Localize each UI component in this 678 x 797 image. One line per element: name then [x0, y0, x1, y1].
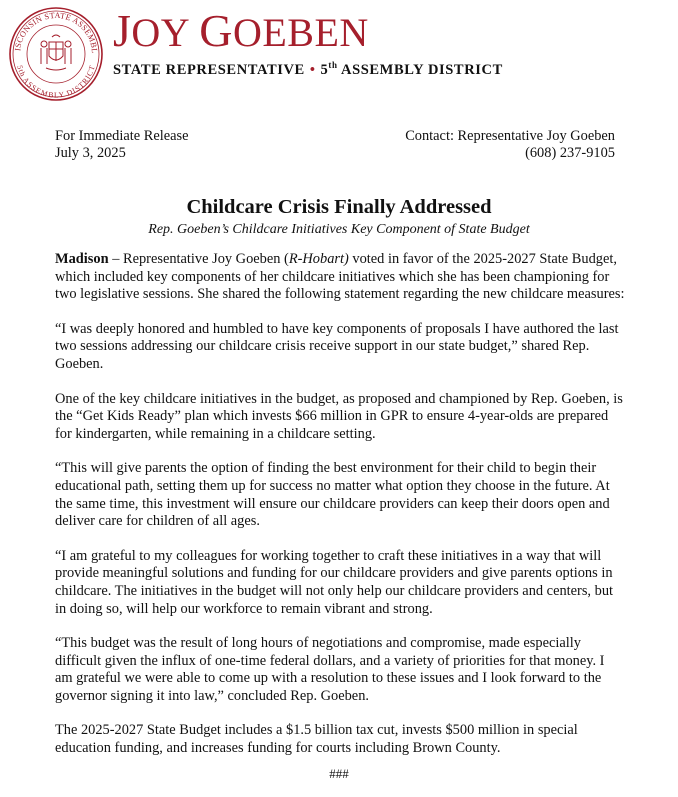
paragraph-budget-summary: The 2025-2027 State Budget includes a $1.5 billion tax cut, invests $500 million in special education funding, and increases funding for courts including Brown County.: [55, 722, 578, 757]
paragraph-quote-4: “This budget was the result of long hours of negotiations and compromise, made especially difficult given the influx of one-time federal dollars, and a variety of priorities for that money. I am grateful we were able to come up with a resolution to these issues and I look forward to the governor signing it into law,” concluded Rep. Goeben.: [55, 635, 605, 704]
masthead-subtitle: [113, 60, 503, 79]
paragraph-quote-1: “I was deeply honored and humbled to have key components of proposals I have authored the last two sessions addressing our childcare crisis receive support in our state budget,” shared Rep. Goeben.: [55, 320, 619, 372]
separator-dot: •: [309, 61, 316, 78]
end-mark: ###: [329, 766, 349, 781]
contact-phone: (608) 237-9105: [525, 145, 615, 161]
intro-text-a: – Representative Joy Goeben (: [108, 251, 289, 267]
release-info: [55, 128, 188, 162]
dateline: Madison: [55, 251, 109, 267]
district-number: 5: [320, 61, 329, 78]
district-label: ASSEMBLY DISTRICT: [341, 61, 503, 78]
svg-text:WISCONSIN STATE ASSEMBLY: ISCONSIN STATE ASSEMBL: [13, 10, 100, 54]
paragraph-quote-2: “This will give parents the option of finding the best environment for their child to begin their educational path, setting them up for success no matter what option they choose in the future. At the same time, this investment will ensure our childcare providers can keep their doors open and deliver care for children of all ages.: [55, 460, 610, 530]
rep-title: STATE REPRESENTATIVE: [113, 61, 305, 78]
release-label: For Immediate Release: [55, 128, 189, 144]
svg-text:5th ASSEMBLY DISTRICT: 5th ASSEMBLY DISTRICT: [15, 64, 97, 100]
party-affiliation: R-Hobart): [288, 251, 349, 267]
name-last: GOEBEN: [199, 5, 369, 56]
paragraph-get-kids-ready: One of the key childcare initiatives in the budget, as proposed and championed by Rep. Goeben, is the “Get Kids Ready” plan which invests $66 million in GPR to ensure 4-year-olds are prepared for kindergarten, while remaining in a childcare setting.: [55, 390, 623, 442]
paragraph-intro: [55, 251, 625, 304]
assembly-seal-logo: [8, 6, 104, 102]
contact-name: Contact: Representative Joy Goeben: [405, 128, 615, 144]
subheadline: Rep. Goeben’s Childcare Initiatives Key Component of State Budget: [148, 222, 530, 237]
representative-name: [113, 5, 503, 56]
press-release-body: [55, 251, 625, 775]
headline: Childcare Crisis Finally Addressed: [186, 196, 492, 218]
paragraph-quote-3: “I am grateful to my colleagues for working together to craft these initiatives in a way that will provide meaningful solutions and funding for our childcare providers and give parents options in childcare. The initiatives in the budget will not only help our childcare providers and centers, but in doing so, will help our workforce to remain vibrant and strong.: [55, 547, 614, 617]
contact-info: [405, 128, 615, 162]
release-date: July 3, 2025: [55, 145, 126, 161]
name-first: JOY: [113, 5, 189, 56]
district-ordinal: th: [328, 60, 338, 70]
intro-text-b: voted in favor of the 2025-2027 State Budget, which included key components of her childcare initiatives which she has been championing for two legislative sessions. She shared the following statement regarding the new childcare measures:: [55, 251, 625, 303]
masthead: [113, 5, 503, 79]
